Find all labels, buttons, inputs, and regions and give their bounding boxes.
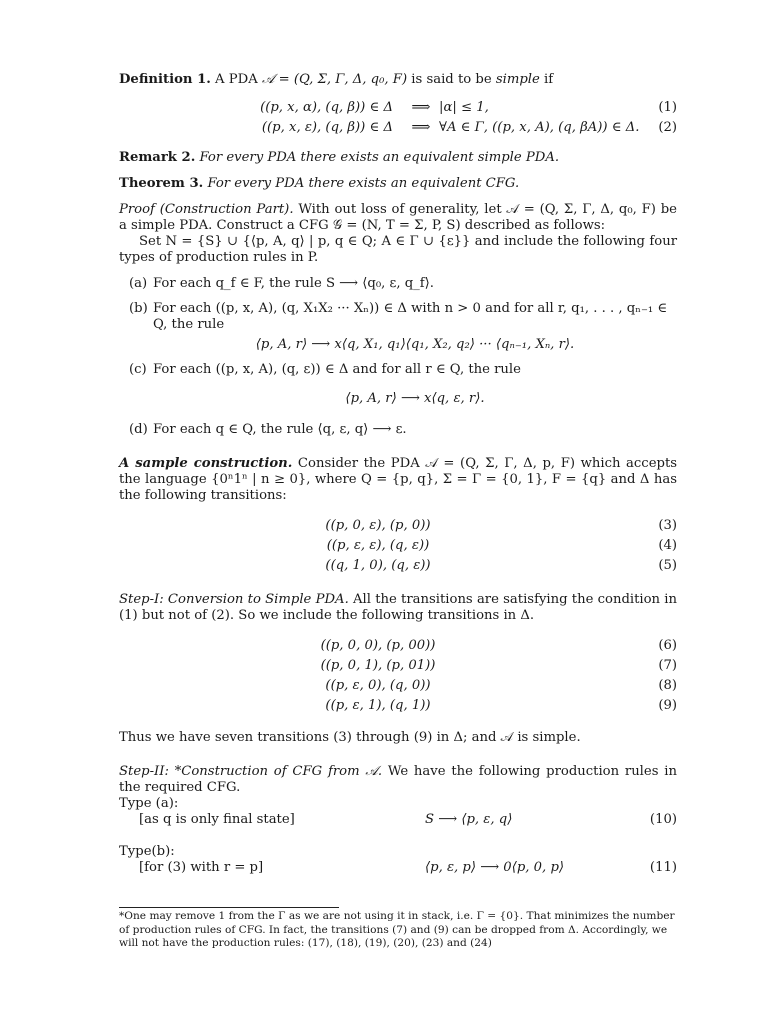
footnote: *One may remove 1 from the Γ as we are not using it in stack, i.e. Γ = {0}. That minimizes the number of production rules of CFG. In fact, the transitions (7) and (9) can be dropped from Δ. Accordingly, we will not have the production rules: (17), (18), (19), (20), (23) and (24) — [119, 910, 675, 949]
proof-set-n: Set N = {S} ∪ {⟨p, A, q⟩ | p, q ∈ Q; A ∈ Γ ∪ {ε}} and include the following four types of production rules in P. — [119, 234, 677, 265]
equation-1: ((p, x, α), (q, β)) ∈ Δ ⟹ |α| ≤ 1, (1) — [260, 100, 677, 115]
rule-item-a: (a) For each q_f ∈ F, the rule S ⟶ ⟨q₀, ε, q_f⟩. — [129, 276, 434, 291]
transition-4: ((p, ε, ε), (q, ε)) (4) — [326, 538, 677, 553]
step-1-summary: Thus we have seven transitions (3) through (9) in Δ; and 𝒜 is simple. — [119, 730, 581, 745]
footnote-rule — [119, 907, 339, 908]
step-1: Step-I: Conversion to Simple PDA. All the transitions are satisfying the condition in (1) but not of (2). So we include the following transitions in Δ. — [119, 592, 677, 623]
type-b-label: Type(b): — [119, 844, 175, 859]
rule-item-d: (d) For each q ∈ Q, the rule ⟨q, ε, q⟩ ⟶ ε. — [129, 422, 407, 437]
theorem-3: Theorem 3. For every PDA there exists an equivalent CFG. — [119, 176, 520, 191]
equation-number: (1) — [658, 100, 677, 115]
page-body — [119, 70, 677, 878]
proof-paragraph: Proof (Construction Part). With out loss of generality, let 𝒜 = (Q, Σ, Γ, Δ, q₀, F) be a simple PDA. Construct a CFG 𝒢 = (N, T = Σ, P, S) described as follows: — [119, 202, 677, 233]
production-11: [for (3) with r = p] ⟨p, ε, p⟩ ⟶ 0⟨p, 0, p⟩ (11) — [139, 860, 677, 875]
rule-b-equation: ⟨p, A, r⟩ ⟶ x⟨q, X₁, q₁⟩⟨q₁, X₂, q₂⟩ ··· ⟨qₙ₋₁, Xₙ, r⟩. — [255, 337, 575, 352]
equation-number: (2) — [658, 120, 677, 135]
transition-3: ((p, 0, ε), (p, 0)) (3) — [325, 518, 677, 533]
type-a-label: Type (a): — [119, 796, 179, 811]
transition-9: ((p, ε, 1), (q, 1)) (9) — [325, 698, 677, 713]
equation-2: ((p, x, ε), (q, β)) ∈ Δ ⟹ ∀A ∈ Γ, ((p, x, A), (q, βA)) ∈ Δ. (2) — [261, 120, 677, 135]
rule-item-b: (b) For each ((p, x, A), (q, X₁X₂ ··· Xₙ)) ∈ Δ with n > 0 and for all r, q₁, . . . , qₙ₋₁ ∈ Q, the rule ⟨p, A, r⟩ ⟶ x⟨q, X₁, q₁⟩⟨q₁, X₂, q₂⟩ ··· ⟨qₙ₋₁, Xₙ, r⟩. — [119, 301, 677, 353]
transition-6: ((p, 0, 0), (p, 00)) (6) — [320, 638, 677, 653]
remark-2: Remark 2. For every PDA there exists an equivalent simple PDA. — [119, 150, 560, 165]
transition-7: ((p, 0, 1), (p, 01)) (7) — [320, 658, 677, 673]
simple-term: simple — [495, 72, 540, 87]
step-2: Step-II: *Construction of CFG from 𝒜. We have the following production rules in the required CFG. — [119, 764, 677, 795]
transition-8: ((p, ε, 0), (q, 0)) (8) — [325, 678, 677, 693]
sample-construction: A sample construction. Consider the PDA 𝒜 = (Q, Σ, Γ, Δ, p, F) which accepts the language {0ⁿ1ⁿ | n ≥ 0}, where Q = {p, q}, Σ = Γ = {0, 1}, F = {q} and Δ has the following transitions: — [119, 456, 678, 503]
transition-5: ((q, 1, 0), (q, ε)) (5) — [325, 558, 677, 573]
production-10: [as q is only final state] S ⟶ ⟨p, ε, q⟩ (10) — [139, 812, 677, 827]
rule-item-c: (c) For each ((p, x, A), (q, ε)) ∈ Δ and for all r ∈ Q, the rule ⟨p, A, r⟩ ⟶ x⟨q, ε, r⟩. — [119, 362, 677, 407]
definition-head: Definition 1. — [119, 72, 211, 87]
definition-1: Definition 1. A PDA 𝒜 = (Q, Σ, Γ, Δ, q₀, F) is said to be simple if — [119, 72, 554, 87]
rule-c-equation: ⟨p, A, r⟩ ⟶ x⟨q, ε, r⟩. — [345, 391, 485, 406]
